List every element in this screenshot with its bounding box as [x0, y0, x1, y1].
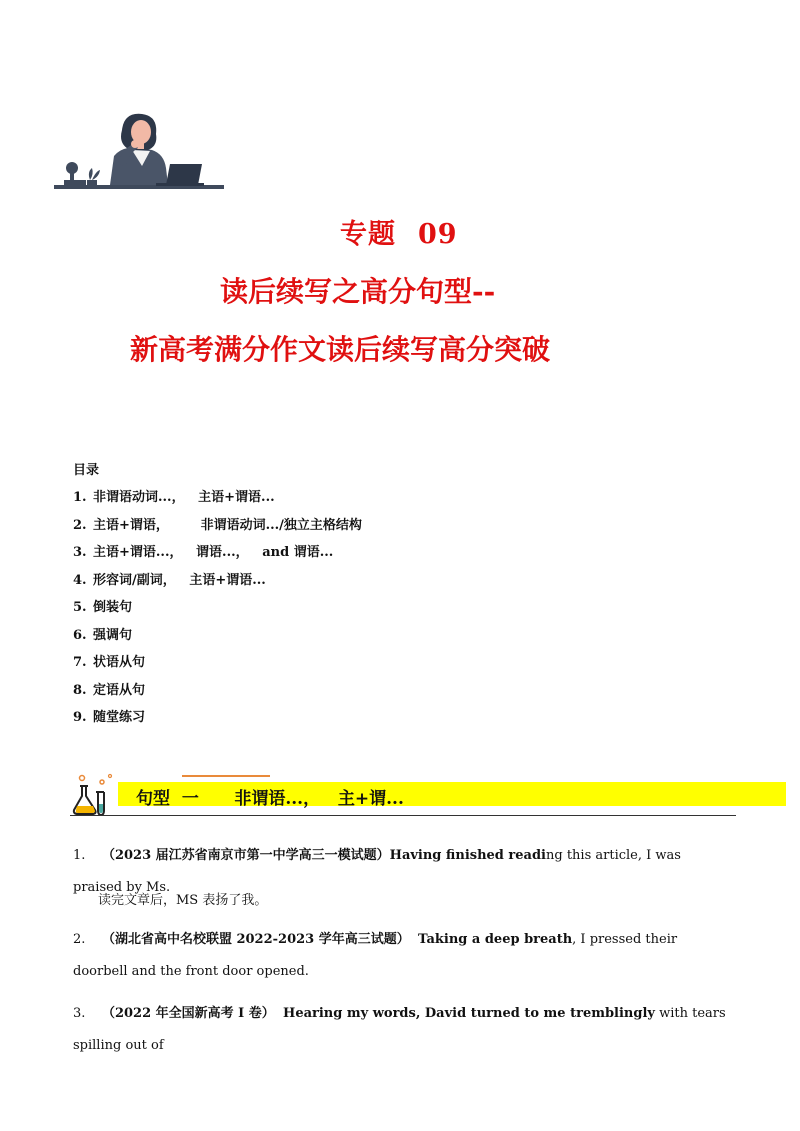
toc-item — [73, 596, 362, 624]
science-flask-icon — [70, 772, 118, 818]
section-label: 句型 一 非谓语...， 主+谓... — [136, 789, 404, 809]
example-source: （2023 届江苏省南京市第一中学高三一模试题） — [101, 848, 390, 863]
toc-item — [73, 514, 362, 542]
toc-list — [73, 486, 362, 734]
toc-item-number: 7. — [73, 655, 87, 670]
example-text: with tears spilling out of — [73, 1006, 726, 1053]
example-translation: 读完文章后，MS 表扬了我。 — [98, 893, 268, 908]
subtitle-line-2: 新高考满分作文读后续写高分突破 — [130, 333, 551, 366]
toc-item-label: 主语+谓语...， 谓语...， and 谓语... — [93, 545, 334, 560]
toc-item-number: 5. — [73, 600, 87, 615]
topic-number: 09 — [418, 219, 458, 250]
example-text: ng this article, I was praised by Ms. — [73, 848, 681, 895]
toc-item-label: 状语从句 — [93, 655, 146, 670]
subtitle-line-1: 读后续写之高分句型-- — [220, 275, 496, 308]
example-emphasis: Taking a deep breath — [418, 932, 573, 947]
toc-item — [73, 569, 362, 597]
toc-item-number: 1. — [73, 490, 87, 505]
example-number: 2. — [73, 932, 86, 947]
example-item — [73, 998, 729, 1062]
toc-item-label: 主语+谓语， 非谓语动词.../独立主格结构 — [93, 517, 362, 533]
toc-item — [73, 624, 362, 652]
toc-item-number: 6. — [73, 627, 87, 643]
toc-item-number: 4. — [73, 572, 87, 588]
toc-item-label: 强调句 — [93, 627, 133, 643]
toc-item-number: 9. — [73, 710, 87, 725]
toc-item-number: 8. — [73, 682, 87, 698]
toc-item-label: 随堂练习 — [93, 710, 146, 725]
toc-item — [73, 679, 362, 707]
example-source: （湖北省高中名校联盟 2022-2023 学年高三试题） — [101, 932, 410, 947]
toc-item-label: 形容词/副词， 主语+谓语... — [93, 572, 266, 588]
topic-title — [340, 212, 458, 251]
example-emphasis: Hearing my words, David turned to me tremblingly — [283, 1006, 655, 1021]
toc-item-label: 定语从句 — [93, 682, 146, 698]
toc-item — [73, 651, 362, 679]
example-source: （2022 年全国新高考 I 卷） — [101, 1006, 275, 1021]
teacher-laptop-illustration — [52, 108, 227, 196]
section-heading — [70, 772, 740, 818]
example-number: 1. — [73, 848, 86, 863]
toc-item-number: 3. — [73, 545, 87, 560]
example-number: 3. — [73, 1006, 86, 1021]
example-emphasis: Having finished readi — [389, 848, 546, 863]
toc-item — [73, 541, 362, 569]
toc-heading: 目录 — [73, 463, 100, 478]
toc-item — [73, 706, 362, 734]
section-accent-line — [182, 775, 270, 777]
toc-item-number: 2. — [73, 517, 87, 533]
toc-item-label: 倒装句 — [93, 600, 133, 615]
section-divider — [70, 815, 736, 816]
example-text: , I pressed their doorbell and the front door opened. — [73, 932, 678, 979]
example-item — [73, 924, 729, 988]
toc-item-label: 非谓语动词...， 主语+谓语... — [93, 490, 275, 505]
toc-item — [73, 486, 362, 514]
topic-prefix: 专题 — [340, 219, 396, 250]
